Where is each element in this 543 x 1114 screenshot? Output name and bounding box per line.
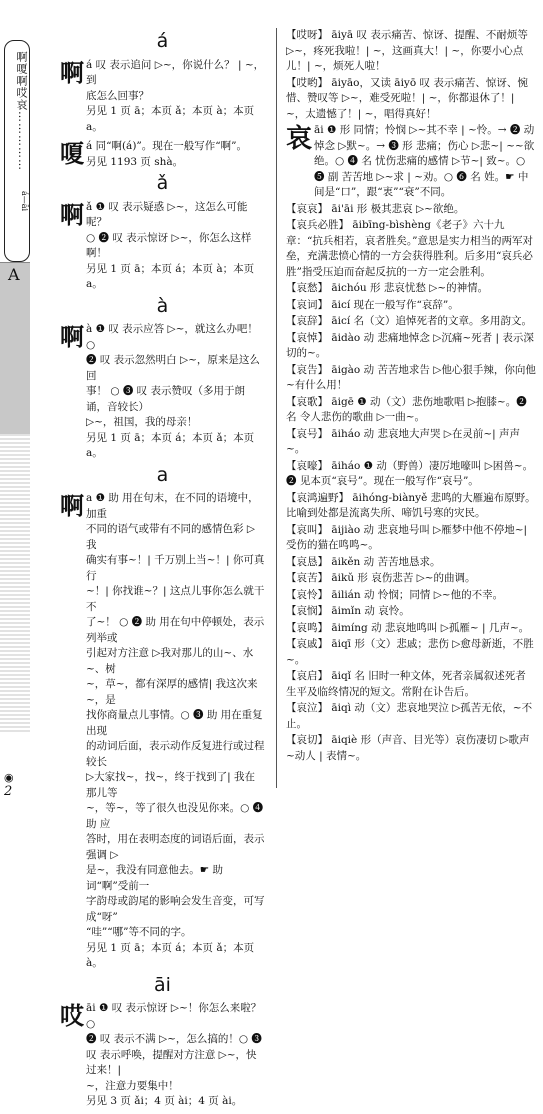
pinyin-heading: à [156,294,169,317]
pinyin-heading: ǎ [156,172,169,194]
entry-text: 【哀号】 āiháo 动 悲哀地大声哭 ▷在灵前~| 声声~。 [286,427,521,455]
left-column [60,28,265,1114]
entry-line: 底怎么回事？ [86,89,149,102]
headword-char: 啊 [60,322,84,351]
entry-line: 另见 1 页 ā；本页 á；本页 ǎ；本页 à。 [86,941,255,969]
entry-line: ~，注意力要集中！ [86,1079,179,1092]
entry-line: 的动词后面，表示动作反复进行或过程较长 [86,740,265,768]
entry-line: 事！ ○ ❸ 叹 表示赞叹（多用于朗诵，音较长） [86,385,246,413]
compound-entry [286,298,536,314]
entry-text: 【哀悯】 āimǐn 动 哀怜。 [286,605,410,617]
compound-entry [286,314,536,330]
entry-line: 叹 表示呼唤，提醒对方注意 ▷~，快过来！| [86,1048,257,1076]
entry-line: 另见 1 页 ā；本页 ǎ；本页 à；本页 a。 [86,105,255,133]
dictionary-entry [60,322,265,462]
entry-text: 【哀愁】 āichóu 形 悲哀忧愁 ▷~的神情。 [286,282,489,294]
entry-text: 【哀词】 āicí 现在一般写作“哀辞”。 [286,298,459,311]
compound-entry [286,459,536,490]
compound-entry [286,76,536,123]
entry-line: 字韵母或韵尾的影响会发生音变，可写成“呀” [86,895,265,923]
entry-line: ○ ❷ 叹 表示惊讶 ▷~，你怎么这样啊！ [86,231,252,259]
entry-text: 【哎哟】 āiyāo，又读 āiyō 叹 表示痛苦、惊讶、惋惜、赞叹等 ▷~，难受死啦！| ~，你都退休了！| ~，太遗憾了！| ~，唱得真好！ [286,76,528,120]
entry-line: 答时，用在表明态度的词语后面，表示强调 ▷ [86,833,265,861]
compound-entry [286,281,536,297]
compound-entry [286,621,536,637]
column-divider [276,28,277,788]
compound-entry [286,669,536,700]
page-number [4,772,14,799]
compound-entry [286,733,536,764]
entry-text: 【哀嚎】 āiháo ❶ 动（野兽）凄厉地嚎叫 ▷困兽~。❷ 见本页“哀号”。现在一般写作“哀号”。 [286,459,534,487]
pinyin-heading: āi [154,973,171,996]
headword-char: 嗄 [60,139,84,168]
pinyin-heading: a [156,463,169,486]
compound-entry [286,523,536,554]
compound-entry [286,395,536,426]
page-number-text: 2 [4,784,13,799]
entry-line: ❷ 叹 表示忽然明白 ▷~，原来是这么回 [86,354,260,382]
headword-entry [286,123,536,201]
entry-line: 不同的语气或带有不同的感情色彩 ▷我 [86,523,255,551]
dictionary-entry [60,1001,265,1110]
entry-text: 【哀鸿遍野】 āihóng-biànyě 悲鸣的大雁遍布原野。比喻到处都是流离失所、啼饥号寒的灾民。 [286,491,536,519]
entry-line: ▷大家找~，找~，终于找到了| 我在那儿等 [86,771,256,799]
entry-text: 【哀启】 āiqǐ 名 旧时一种文体，死者亲属叙述死者生平及临终情况的短文。常附在讣告后。 [286,670,526,698]
compound-entry [286,202,536,218]
entry-line: ~！| 你找谁~？| 这点儿事你怎么就干不 [86,585,265,613]
entry-line: ǎ ❶ 叹 表示疑惑 ▷~，这怎么可能呢？ [86,200,248,228]
compound-entry [286,363,536,394]
entry-line: a ❶ 助 用在句末，在不同的语境中，加重 [86,492,259,520]
compound-entry [286,701,536,732]
letter-tab-label: A [8,265,20,284]
entry-text: āi ❶ 形 同情；怜悯 ▷~其不幸 | ~怜。→ ❷ 动 悼念 ▷默~。→ ❸ 形 悲痛；伤心 ▷悲~| ~~欲绝。○ ❹ 名 忧伤悲痛的感情 ▷节~| 致~。○ ❺ 副 苦苦地 ▷~求 | ~劝。○ ❻ 名 姓。☛ 中间是“口”，跟“衷”“衰”不同。 [314,124,535,198]
entry-text: 【哀歌】 āigē ❶ 动（文）悲伤地歌唱 ▷抱膝~。❷ 名 令人悲伤的歌曲 ▷一曲~。 [286,395,527,423]
compound-entry [286,588,536,604]
entry-text: 【哀叫】 āijiào 动 悲哀地号叫 ▷雁梦中他不停地~| 受伤的猫在鸣鸣~。 [286,523,528,551]
headword-char: 哀 [286,124,313,154]
entry-line: ▷~，祖国，我的母亲！ [86,416,198,428]
entry-line: 另见 1 页 ā；本页 á；本页 à；本页 a。 [86,262,255,290]
entry-line: ~，草~，都有深厚的感情| 我这次来~，是 [86,678,258,706]
entry-text: 【哀鸣】 āimíng 动 悲哀地鸣叫 ▷孤雁~ | 几声~。 [286,621,530,634]
headword-char: 哎 [60,1001,84,1030]
headword-char: 啊 [60,57,84,87]
entry-text: 【哀辞】 āicí 名（文）追悼死者的文章。多用韵文。 [286,315,533,327]
entry-line: 另见 1 页 ā；本页 á；本页 ǎ；本页 a。 [86,431,255,459]
dictionary-entry [60,200,265,293]
index-dots: …………… [16,111,29,171]
entry-text: 【哀悼】 āidào 动 悲痛地悼念 ▷沉痛~死者 | 表示深切的~。 [286,331,534,359]
entry-line: āi ❶ 叹 表示惊讶 ▷~！你怎么来啦？○ [86,1002,262,1030]
compound-entry [286,571,536,587]
headword-char: 啊 [60,491,84,520]
entry-text: 【哀苦】 āikǔ 形 哀伤悲苦 ▷~的曲调。 [286,572,476,584]
compound-entry [286,637,536,668]
entry-line: 另见 1193 页 shà。 [86,155,184,168]
page-dot-icon: ◉ [4,771,14,784]
entry-text: 【哀恳】 āikěn 动 苦苦地恳求。 [286,555,441,568]
entry-line: 找你商量点儿事情。○ ❸ 助 用在重复出现 [86,709,263,737]
dictionary-entry [60,58,265,136]
entry-line: “哇”“哪”等不同的字。 [86,926,192,938]
compound-entry [286,604,536,620]
headword-char: 啊 [60,199,84,229]
entry-line: ~，等~，等了很久也没见你来。○ ❹ 助 应 [86,802,264,830]
index-words: 啊嗄啊哎哀 [15,51,28,111]
compound-entry [286,331,536,362]
entry-text: 【哀切】 āiqiè 形（声音、目光等）哀伤凄切 ▷歌声~动人 | 表情~。 [286,734,530,762]
compound-entry [286,218,536,280]
entry-text: 【哀哀】 āi'āi 形 极其悲哀 ▷~欲绝。 [286,202,465,215]
entry-line: 另见 3 页 ǎi；4 页 ài；4 页 ài。 [86,1095,243,1107]
index-tab [4,40,30,262]
pinyin-heading: á [156,30,169,52]
dictionary-entry [60,491,265,972]
entry-text: 【哀告】 āigào 动 苦苦地求告 ▷他心狠手辣，你向他~有什么用！ [286,363,536,391]
compound-entry [286,555,536,571]
entry-text: 【哀怜】 āilián 动 怜悯；同情 ▷~他的不幸。 [286,588,504,601]
dictionary-entry [60,139,265,170]
entry-line: ❷ 叹 表示不满 ▷~，怎么搞的！○ ❸ [86,1033,262,1045]
right-column [286,28,536,765]
entry-line: à ❶ 叹 表示应答 ▷~，就这么办吧！ ○ [86,323,258,351]
letter-tab [0,262,30,436]
entry-text: 【哎呀】 āiyā 叹 表示痛苦、惊讶、提醒、不耐烦等 ▷~，疼死我啦！| ~，这画真大！| ~，你要小心点儿！| ~，烦死人啦！ [286,29,528,72]
entry-text: 【哀戚】 āiqī 形（文）悲戚；悲伤 ▷愈母新逝，不胜~。 [286,638,534,666]
compound-entry [286,28,536,75]
entry-line: á 叹 表示追问 ▷~，你说什么？ | ~，到 [86,58,265,86]
entry-line: 引起对方注意 ▷我对那儿的山~、水~、树 [86,647,254,675]
compound-entry [286,491,536,522]
entry-line: á 同“啊(á)”。现在一般写作“啊”。 [86,140,248,152]
entry-line: 了~！ ○ ❷ 助 用在句中停顿处，表示列举或 [86,616,265,644]
compound-entry [286,427,536,458]
index-pinyin: á—āi [20,191,29,212]
edge-stripes [0,434,30,734]
entry-text: 【哀泣】 āiqì 动（文）悲哀地哭泣 ▷孤苦无依，~不止。 [286,702,533,730]
entry-line: 确实有事~！| 千万别上当~！| 你可真行 [86,554,265,582]
entry-line: 是~，我没有同意他去。☛ 助词“啊”受前一 [86,864,224,892]
entry-text: 【哀兵必胜】 āibīng-bìshèng《老子》六十九章：“抗兵相若，哀者胜矣。”意思是实力相当的两军对垒，充满悲愤心情的一方会获得胜利。后多用“哀兵必胜”指受压迫而奋起反抗的一方一定会胜利。 [286,219,533,278]
